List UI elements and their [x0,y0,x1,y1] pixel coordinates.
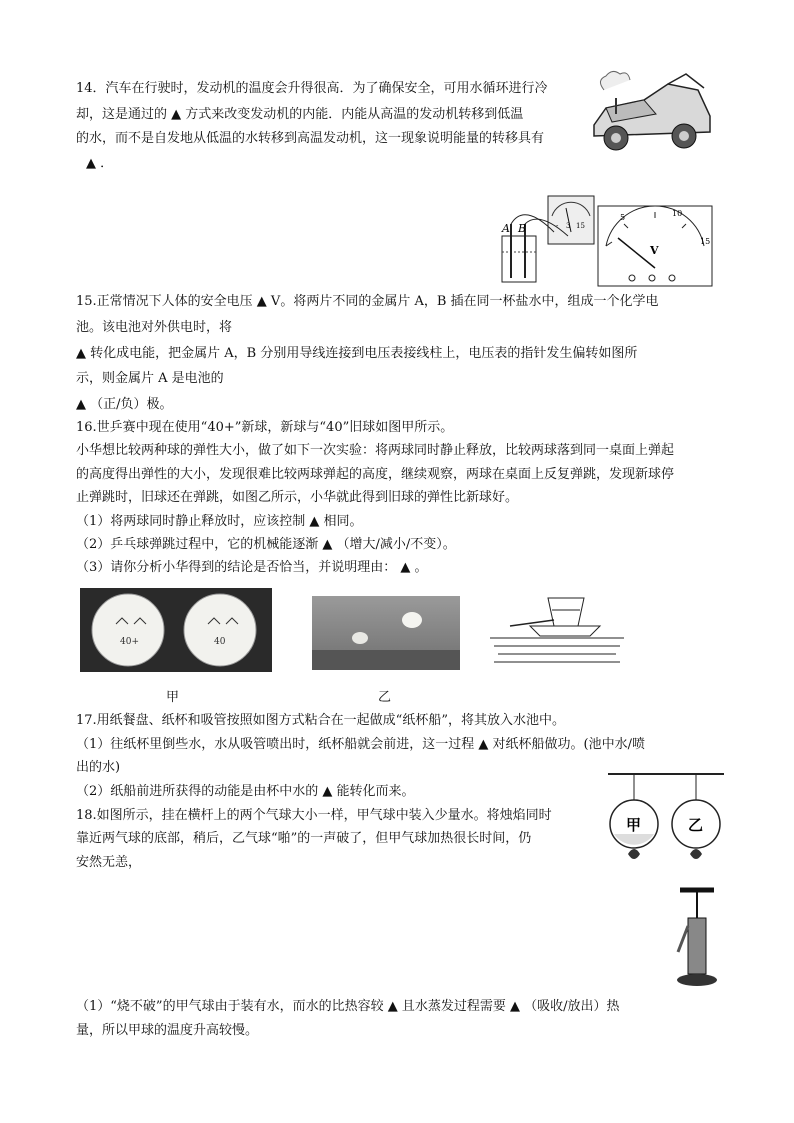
q16-line1: 16.世乒赛中现在使用“40+”新球，新球与“40”旧球如图甲所示。 [76,420,454,435]
q14-line3: 的水，而不是自发地从低温的水转移到高温发动机，这一现象说明能量的转移具有 [76,131,545,146]
q14-line4: ▲ ． [86,156,114,171]
q17-sub2: （2）纸船前进所获得的动能是由杯中水的 ▲ 能转化而来。 [76,784,415,799]
q18-sub1a: （1）“烧不破”的甲气球由于装有水，而水的比热容较 ▲ 且水蒸发过程需要 ▲ （吸收/放出）热 [76,999,620,1014]
q15-line4: 示，则金属片 A 是电池的 [76,371,224,386]
balloons-figure [604,768,726,870]
balloon-yi-label: 乙 [688,816,704,834]
bouncing-balls-photo [312,596,460,670]
q17-sub1a: （1）往纸杯里倒些水，水从吸管喷出时，纸杯船就会前进，这一过程 ▲ 对纸杯船做功。(池中水/喷 [76,737,645,752]
voltmeter-unit-label: V [650,244,659,257]
q18-line1: 18.如图所示，挂在横杆上的两个气球大小一样，甲气球中装入少量水。将烛焰同时 [76,808,552,823]
q17-line1: 17.用纸餐盘、纸杯和吸管按照如图方式粘合在一起做成“纸杯船”，将其放入水池中。 [76,713,565,728]
q18-line3: 安然无恙， [76,855,142,870]
old-ball-label: 40 [214,637,226,647]
q14-line2: 却，这是通过的 ▲ 方式来改变发动机的内能．内能从高温的发动机转移到低温 [76,107,524,122]
q15-line5: ▲ （正/负）极。 [76,397,173,412]
q15-line3: ▲ 转化成电能，把金属片 A，B 分别用导线连接到电压表接线柱上，电压表的指针发生偏转如图所 [76,346,638,361]
terminal-3: 3 [566,222,571,230]
q16-line4: 止弹跳时，旧球还在弹跳，如图乙所示，小华就此得到旧球的弹性比新球好。 [76,490,519,505]
q16-sub3: （3）请你分析小华得到的结论是否恰当，并说明理由： ▲ 。 [76,560,428,575]
balloon-jia-label: 甲 [626,816,642,834]
q16-line3: 的高度得出弹性的大小，发现很难比较两球弹起的高度，继续观察，两球在桌面上反复弹跳，发现新球停 [76,467,675,482]
q16-sub2: （2）乒乓球弹跳过程中，它的机械能逐渐 ▲ （增大/减小/不变）。 [76,537,456,552]
terminal-minus: - [556,222,559,230]
pump-figure [670,882,726,990]
scale-10: 10 [672,209,683,218]
ping-pong-balls-photo [80,588,272,672]
q14-line1: 14．汽车在行驶时，发动机的温度会升得很高．为了确保安全，可用水循环进行冷 [76,81,548,96]
scale-5: 5 [620,213,626,222]
caption-yi: 乙 [378,690,392,705]
q15-line1: 15.正常情况下人体的安全电压 ▲ V。将两片不同的金属片 A，B 插在同一杯盐水中，组成一个化学电 [76,294,659,309]
q15-line2: 池。该电池对外供电时，将 [76,320,233,335]
q18-sub1b: 量，所以甲球的温度升高较慢。 [76,1023,259,1038]
q16-sub1: （1）将两球同时静止释放时，应该控制 ▲ 相同。 [76,514,363,529]
caption-jia: 甲 [166,690,180,705]
terminal-15: 15 [576,222,585,230]
q17-sub1b: 出的水) [76,760,121,775]
car-engine-figure [586,70,716,160]
paper-cup-boat-figure [490,596,624,666]
q16-line2: 小华想比较两种球的弹性大小，做了如下一次实验：将两球同时静止释放，比较两球落到同一桌面上弹起 [76,443,675,458]
electrode-b-label: B [518,222,527,235]
q18-line2: 靠近两气球的底部，稍后，乙气球“啪”的一声破了，但甲气球加热很长时间，仍 [76,831,532,846]
voltmeter-circuit-figure [494,192,716,290]
scale-15: 15 [700,237,711,246]
electrode-a-label: A [502,222,510,235]
new-ball-label: 40+ [120,637,139,647]
